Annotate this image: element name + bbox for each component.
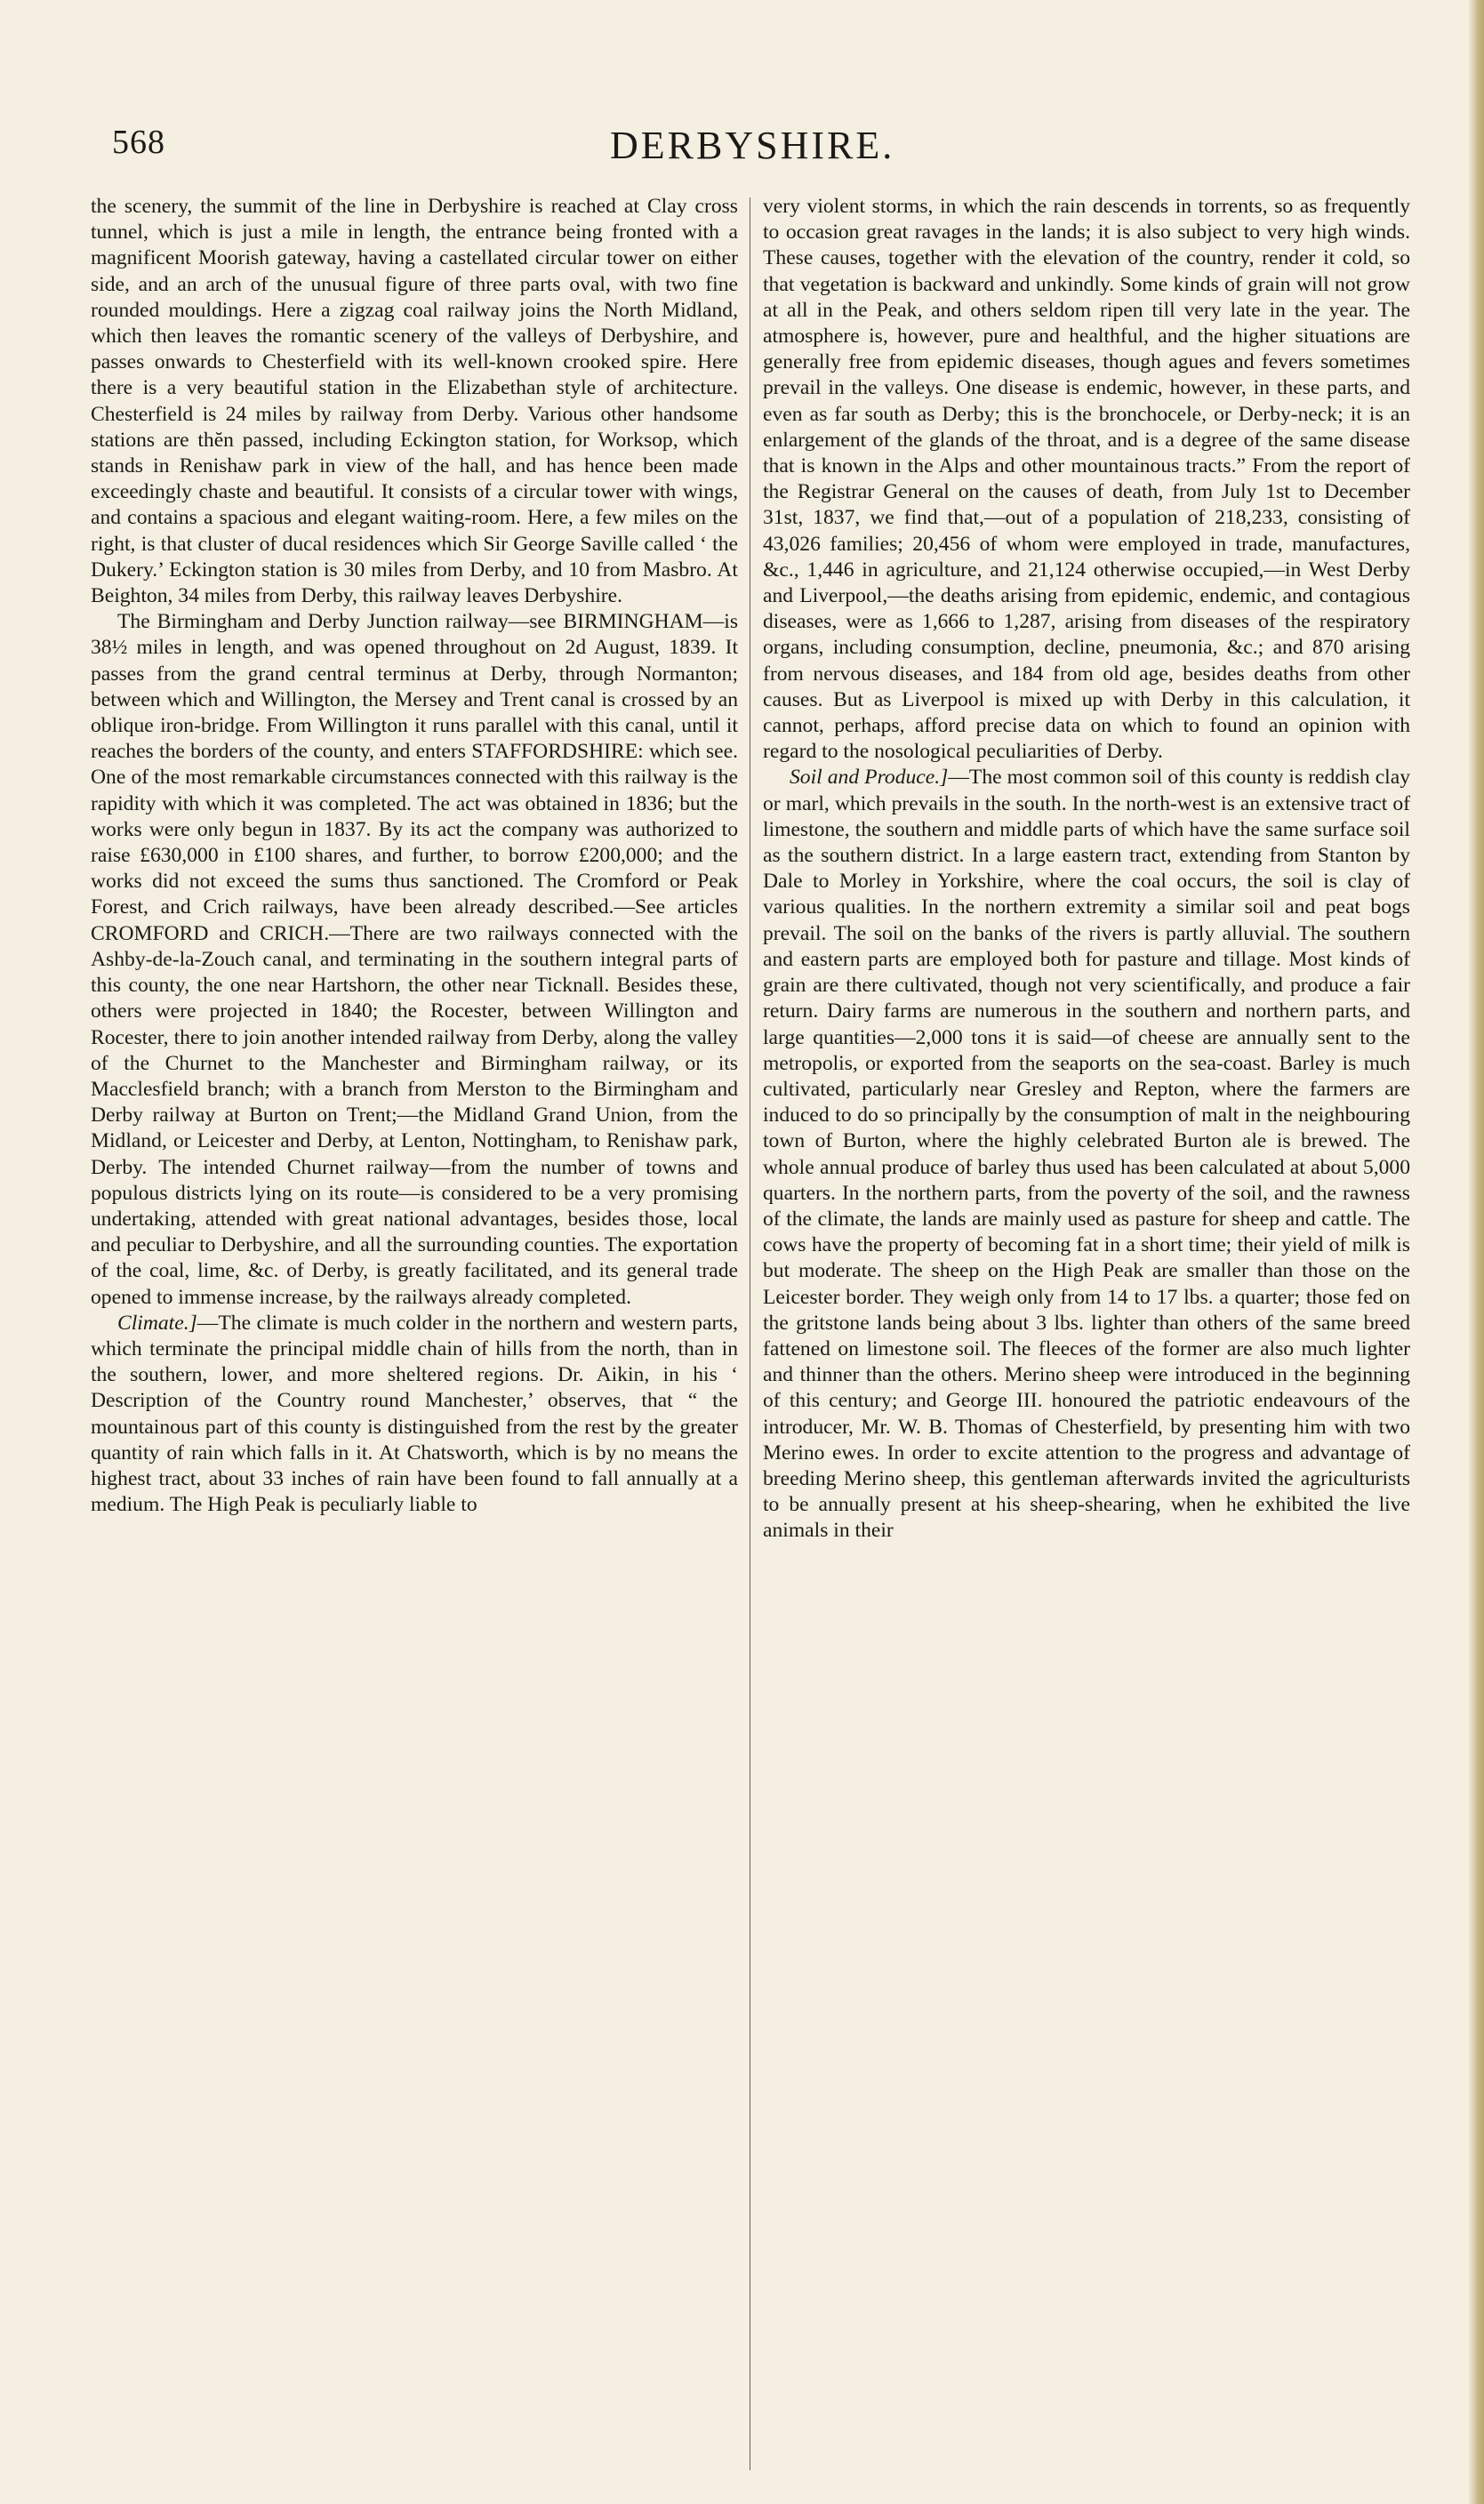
- paragraph-soil: [763, 765, 1410, 1544]
- page-header: [112, 123, 1428, 176]
- section-heading-soil: Soil and Produce.]: [790, 766, 949, 790]
- page-title: DERBYSHIRE.: [610, 124, 895, 167]
- paragraph-climate: [91, 1311, 738, 1519]
- section-heading-climate: Climate.]: [117, 1311, 197, 1335]
- paragraph: the scenery, the summit of the line in Derbyshire is reached at Clay cross tunnel, which is just a mile in length, the entrance being fronted with a magnificent Moorish gateway, having a castellated circular tower on either side, and an arch of the unusual figure of three parts oval, with two fine rounded mouldings. Here a zigzag coal railway joins the North Midland, which then leaves the romantic scenery of the valleys of Derbyshire, and passes onwards to Chesterfield with its well-known crooked spire. Here there is a very beautiful station in the Elizabethan style of architecture. Chesterfield is 24 miles by railway from Derby. Various other handsome stations are thĕn passed, including Eckington station, for Worksop, which stands in Renishaw park in view of the hall, and has hence been made exceedingly chaste and beautiful. It consists of a circular tower with wings, and contains a spacious and elegant waiting-room. Here, a few miles on the right, is that cluster of ducal residences which Sir George Saville called ‘ the Dukery.’ Eckington station is 30 miles from Derby, and 10 from Masbro. At Beighton, 34 miles from Derby, this railway leaves Derbyshire.: [91, 195, 738, 608]
- paragraph-text: —The climate is much colder in the northern and western parts, which terminate the principal middle chain of hills from the north, than in the southern, lower, and more sheltered regions. Dr. Aikin, in his ‘ Description of the Country round Manchester,’ observes, that “ the mountainous part of this county is distinguished from the rest by the greater quantity of rain which falls in it. At Chatsworth, which is by no means the highest tract, about 33 inches of rain have been found to fall annually at a medium. The High Peak is peculiarly liable to: [91, 1311, 738, 1517]
- text-columns: [91, 194, 1410, 2470]
- page-edge-shadow: [1468, 0, 1484, 2504]
- paragraph: The Birmingham and Derby Junction railway—see BIRMINGHAM—is 38½ miles in length, and was opened throughout on 2d August, 1839. It passes from the grand central terminus at Derby, through Normanton; between which and Willington, the Mersey and Trent canal is crossed by an oblique iron-bridge. From Willington it runs parallel with this canal, until it reaches the borders of the county, and enters STAFFORDSHIRE: which see. One of the most remarkable circumstances connected with this railway is the rapidity with which it was completed. The act was obtained in 1836; but the works were only begun in 1837. By its act the company was authorized to raise £630,000 in £100 shares, and further, to borrow £200,000; and the works did not exceed the sums thus sanctioned. The Cromford or Peak Forest, and Crich railways, have been already described.—See articles CROMFORD and CRICH.—There are two railways connected with the Ashby-de-la-Zouch canal, and terminating in the southern integral parts of this county, the one near Hartshorn, the other near Ticknall. Besides these, others were projected in 1840; the Rocester, between Willington and Rocester, there to join another intended railway from Derby, along the valley of the Churnet to the Manchester and Birmingham railway, or its Macclesfield branch; with a branch from Merston to the Birmingham and Derby railway at Burton on Trent;—the Midland Grand Union, from the Midland, or Leicester and Derby, at Lenton, Nottingham, to Renishaw park, Derby. The intended Churnet railway—from the number of towns and populous districts lying on its route—is considered to be a very promising undertaking, attended with great national advantages, besides those, local and peculiar to Derbyshire, and all the surrounding counties. The exportation of the coal, lime, &c. of Derby, is greatly facilitated, and its general trade opened to immense increase, by the railways already completed.: [91, 610, 738, 1309]
- right-column: [763, 194, 1410, 1545]
- paragraph-text: —The most common soil of this county is reddish clay or marl, which prevails in the south. In the north-west is an extensive tract of limestone, the southern and middle parts of which have the same surface soil as the southern district. In a large eastern tract, extending from Stanton by Dale to Morley in Yorkshire, where the coal occurs, the soil is clay of various qualities. In the northern extremity a similar soil and peat bogs prevail. The soil on the banks of the rivers is partly alluvial. The southern and eastern parts are employed both for pasture and tillage. Most kinds of grain are there cultivated, though not very scientifically, and produce a fair return. Dairy farms are numerous in the southern and northern parts, and large quantities—2,000 tons it is said—of cheese are annually sent to the metropolis, or exported from the seaports on the sea-coast. Barley is much cultivated, particularly near Gresley and Repton, where the farmers are induced to do so principally by the consumption of malt in the neighbouring town of Burton, where the highly celebrated Burton ale is brewed. The whole annual produce of barley thus used has been calculated at about 5,000 quarters. In the northern parts, from the poverty of the soil, and the rawness of the climate, the lands are mainly used as pasture for sheep and cattle. The cows have the property of becoming fat in a short time; their yield of milk is but moderate. The sheep on the High Peak are smaller than those on the Leicester border. They weigh only from 14 to 17 lbs. a quarter; those fed on the gritstone lands being about 3 lbs. lighter than others of the same breed fattened on limestone soil. The fleeces of the former are also much lighter and thinner than the others. Merino sheep were introduced in the beginning of this century; and George III. honoured the patriotic endeavours of the introducer, Mr. W. B. Thomas of Chesterfield, by presenting him with two Merino ewes. In order to excite attention to the progress and advantage of breeding Merino sheep, this gentleman afterwards invited the agriculturists to be annually present at his sheep-shearing, when he exhibited the live animals in their: [763, 766, 1410, 1543]
- paragraph: very violent storms, in which the rain descends in torrents, so as frequently to occasion great ravages in the lands; it is also subject to very high winds. These causes, together with the elevation of the country, render it cold, so that vegetation is backward and unkindly. Some kinds of grain will not grow at all in the Peak, and others seldom ripen till very late in the year. The atmosphere is, however, pure and healthful, and the higher situations are generally free from epidemic diseases, though agues and fevers sometimes prevail in the valleys. One disease is endemic, however, in these parts, and even as far south as Derby; this is the bronchocele, or Derby-neck; it is an enlargement of the glands of the throat, and is a degree of the same disease that is known in the Alps and other mountainous tracts.” From the report of the Registrar General on the causes of death, from July 1st to December 31st, 1837, we find that,—out of a population of 218,233, consisting of 43,026 families; 20,456 of whom were employed in trade, manufactures, &c., 1,446 in agriculture, and 21,124 otherwise occupied,—in West Derby and Liverpool,—the deaths arising from epidemic, endemic, and contagious diseases, were as 1,666 to 1,287, arising from diseases of the respiratory organs, including consumption, decline, pneumonia, &c.; and 870 arising from nervous diseases, and 184 from old age, besides deaths from other causes. But as Liverpool is mixed up with Derby in this calculation, it cannot, perhaps, afford precise data on which to found an opinion with regard to the nosological peculiarities of Derby.: [763, 195, 1410, 764]
- page-number: 568: [112, 124, 165, 161]
- left-column: [91, 194, 738, 1518]
